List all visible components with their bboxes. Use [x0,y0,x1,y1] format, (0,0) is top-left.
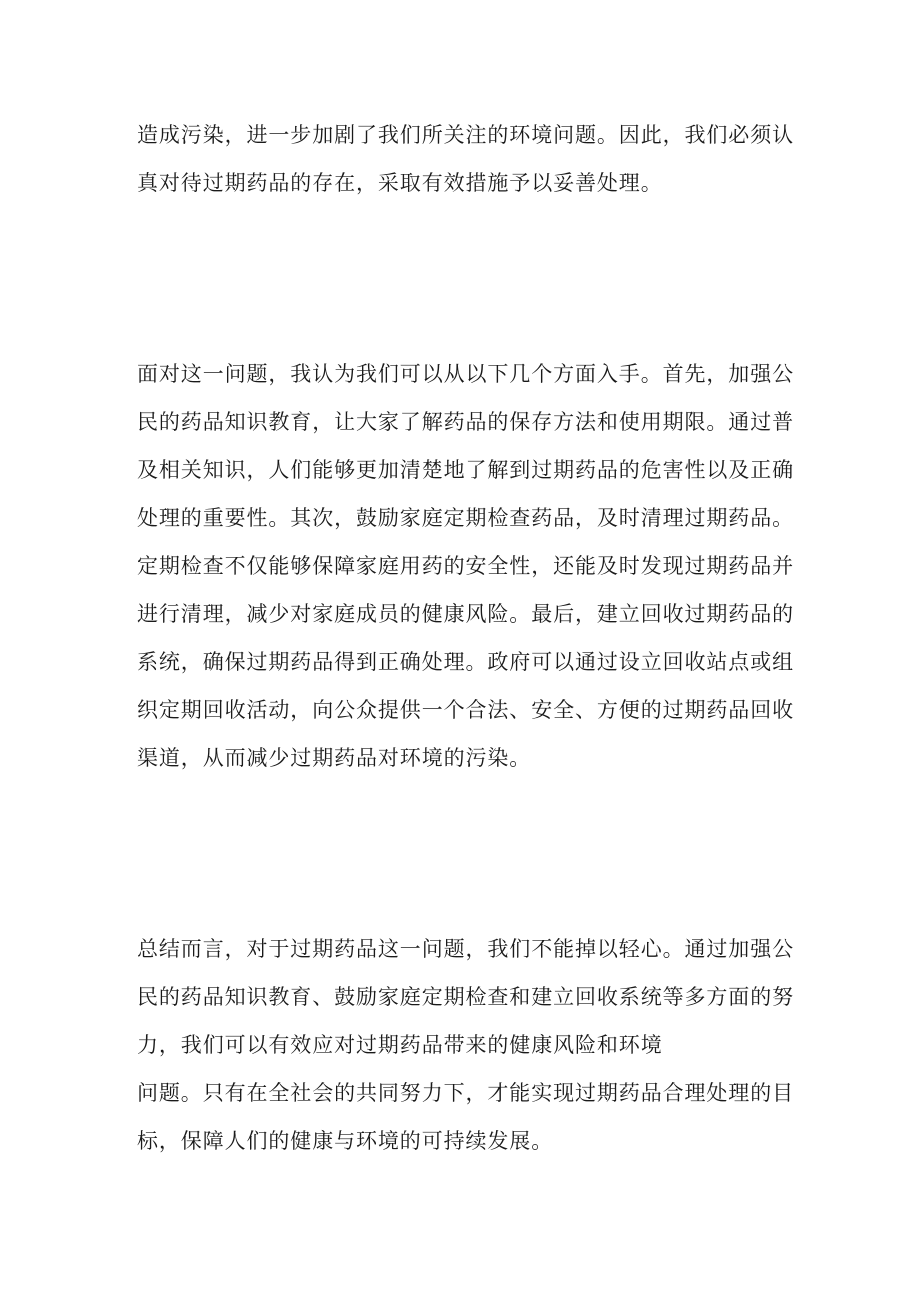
paragraph-line: 标，保障人们的健康与环境的可持续发展。 [137,1129,554,1153]
paragraph-line: 进行清理，减少对家庭成员的健康风险。最后，建立回收过期药品的 [137,602,794,626]
paragraph-line: 力，我们可以有效应对过期药品带来的健康风险和环境 [137,1033,663,1057]
paragraph-line: 造成污染，进一步加剧了我们所关注的环境问题。因此，我们必须认 [137,123,794,147]
paragraph-line: 民的药品知识教育、鼓励家庭定期检查和建立回收系统等多方面的努 [137,985,794,1009]
paragraph-line: 真对待过期药品的存在，采取有效措施予以妥善处理。 [137,171,663,195]
paragraph-line: 及相关知识，人们能够更加清楚地了解到过期药品的危害性以及正确 [137,458,794,482]
paragraph-line: 面对这一问题，我认为我们可以从以下几个方面入手。首先，加强公 [137,362,794,386]
paragraph-line: 民的药品知识教育，让大家了解药品的保存方法和使用期限。通过普 [137,410,794,434]
paragraph-line: 织定期回收活动，向公众提供一个合法、安全、方便的过期药品回收 [137,698,794,722]
paragraph-line: 系统，确保过期药品得到正确处理。政府可以通过设立回收站点或组 [137,650,794,674]
paragraph-line: 处理的重要性。其次，鼓励家庭定期检查药品，及时清理过期药品。 [137,506,794,530]
paragraph-line: 定期检查不仅能够保障家庭用药的安全性，还能及时发现过期药品并 [137,554,794,578]
paragraph-line: 渠道，从而减少过期药品对环境的污染。 [137,746,532,770]
paragraph-line: 总结而言，对于过期药品这一问题，我们不能掉以轻心。通过加强公 [137,937,794,961]
paragraph-line: 问题。只有在全社会的共同努力下，才能实现过期药品合理处理的目 [137,1081,794,1105]
